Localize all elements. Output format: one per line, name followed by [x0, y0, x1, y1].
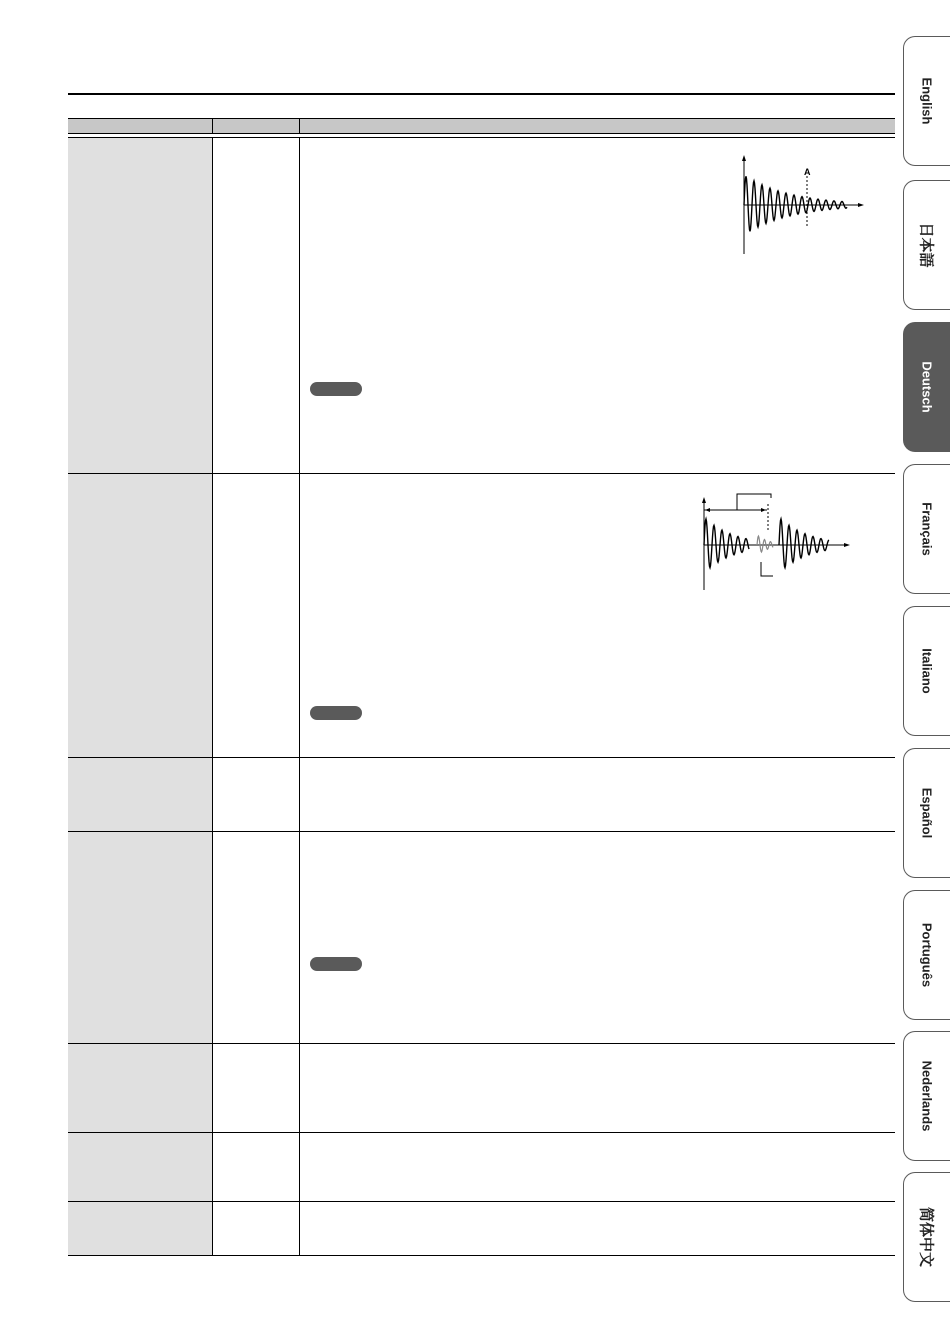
column-separator — [212, 832, 213, 1043]
table-row — [68, 1044, 895, 1133]
tab-label: Deutsch — [919, 361, 935, 413]
tab-label: Español — [919, 787, 935, 839]
waveform-decay-figure — [735, 154, 865, 258]
table-row — [68, 832, 895, 1044]
column-separator — [212, 138, 213, 473]
tab-label: Português — [919, 922, 935, 988]
tab-english[interactable] — [903, 36, 950, 166]
column-separator — [212, 474, 213, 757]
parameter-cell — [68, 474, 212, 757]
waveform-interval-figure — [697, 490, 853, 594]
column-separator — [299, 1133, 300, 1201]
tab-deutsch[interactable] — [903, 322, 950, 452]
tab-label: 简体中文 — [917, 1206, 935, 1268]
tab-nederlands[interactable] — [903, 1031, 950, 1161]
column-separator — [212, 758, 213, 831]
column-separator — [299, 474, 300, 757]
column-separator — [299, 832, 300, 1043]
tab-portugues[interactable] — [903, 890, 950, 1020]
column-separator — [299, 1044, 300, 1132]
table-row — [68, 758, 895, 832]
header-separator — [212, 119, 213, 133]
column-separator — [299, 1202, 300, 1255]
column-separator — [299, 138, 300, 473]
parameter-cell — [68, 1133, 212, 1201]
memo-badge — [310, 706, 362, 720]
parameter-cell — [68, 832, 212, 1043]
tab-francais[interactable] — [903, 464, 950, 594]
tab-label: 日本語 — [917, 222, 935, 268]
marker-a-label: A — [804, 167, 811, 177]
tab-label: English — [919, 77, 935, 125]
tab-espanol[interactable] — [903, 748, 950, 878]
tab-japanese[interactable] — [903, 180, 950, 310]
tab-chinese[interactable] — [903, 1172, 950, 1302]
column-separator — [212, 1202, 213, 1255]
column-separator — [212, 1044, 213, 1132]
language-tabs — [903, 0, 950, 1344]
table-row — [68, 1202, 895, 1256]
tab-label: Français — [919, 502, 935, 556]
header-separator — [299, 119, 300, 133]
memo-badge — [310, 957, 362, 971]
table-header — [68, 118, 895, 134]
parameter-cell — [68, 1202, 212, 1255]
tab-label: Nederlands — [919, 1060, 935, 1132]
tab-label: Italiano — [919, 648, 935, 694]
tab-italiano[interactable] — [903, 606, 950, 736]
column-separator — [212, 1133, 213, 1201]
parameter-cell — [68, 138, 212, 473]
table-row — [68, 1133, 895, 1202]
parameter-cell — [68, 758, 212, 831]
column-separator — [299, 758, 300, 831]
parameter-cell — [68, 1044, 212, 1132]
memo-badge — [310, 382, 362, 396]
top-rule — [68, 93, 895, 95]
